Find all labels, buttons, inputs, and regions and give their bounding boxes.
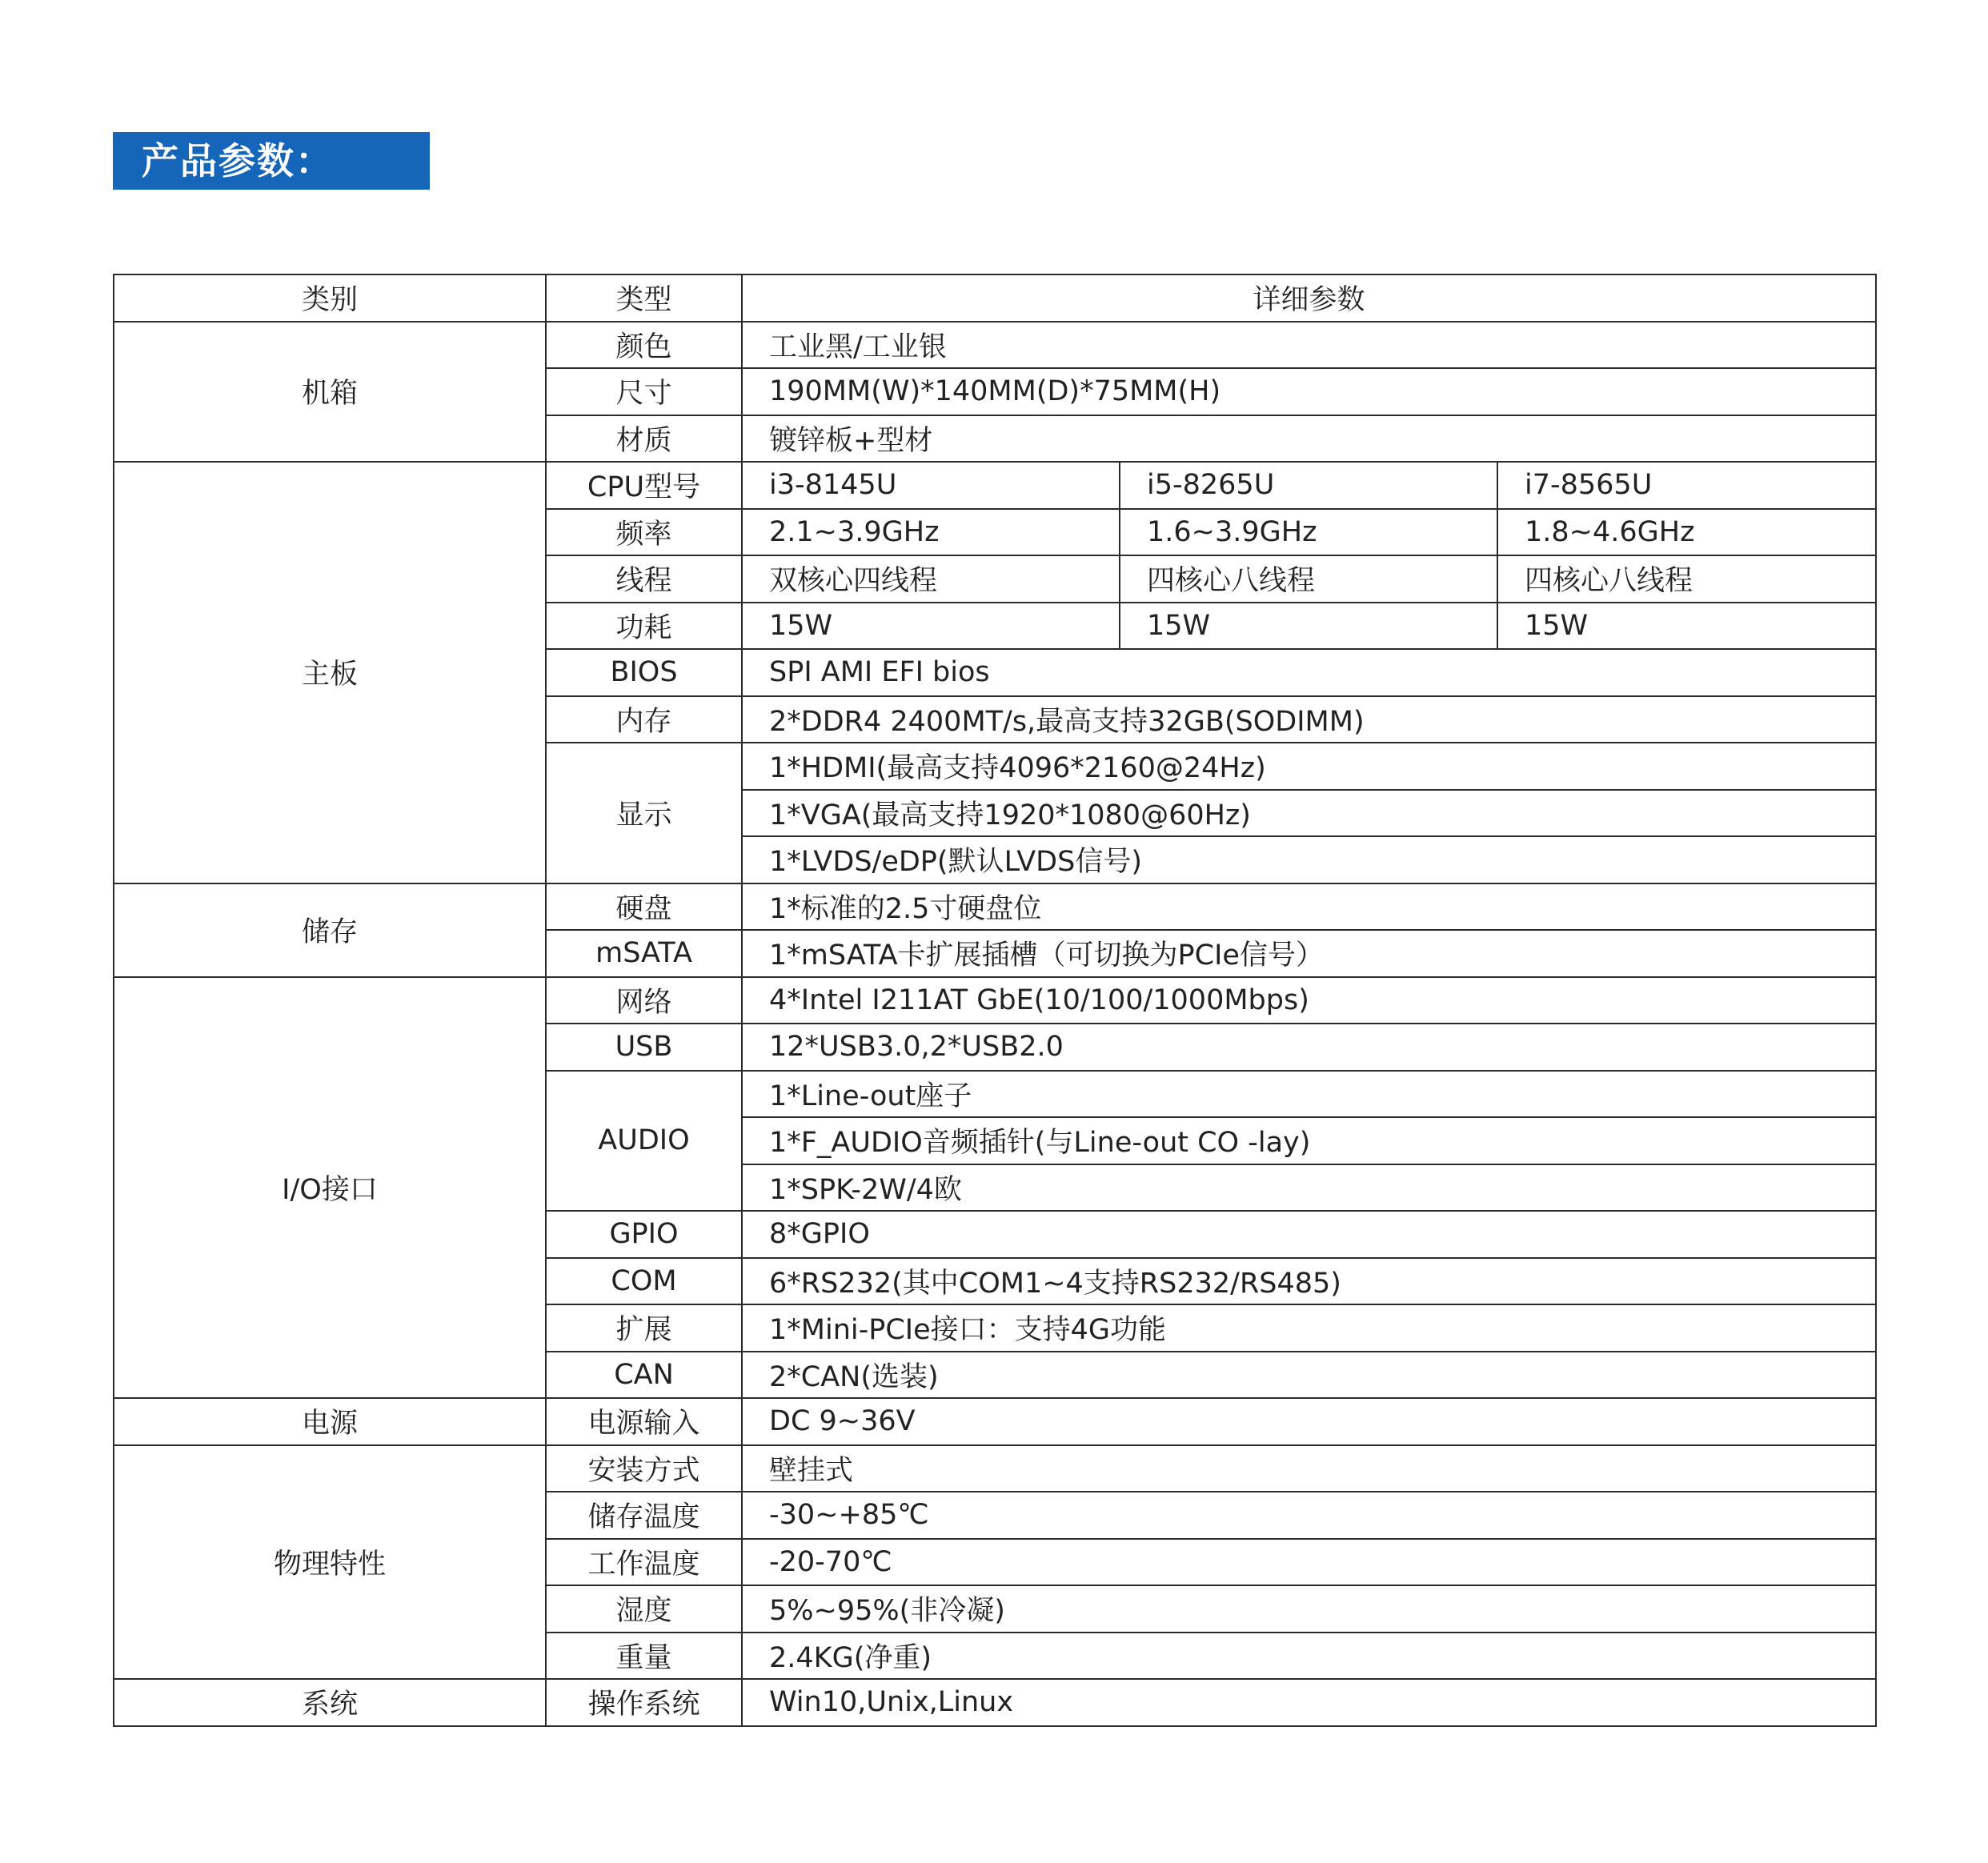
detail-value: 5%~95%(非冷凝) <box>742 1585 1876 1633</box>
type-label: 显示 <box>546 743 742 883</box>
detail-value: i7-8565U <box>1497 462 1876 509</box>
detail-value: 1*LVDS/eDP(默认LVDS信号) <box>742 836 1876 883</box>
detail-value: 1*F_AUDIO音频插针(与Line-out CO -lay) <box>742 1117 1876 1164</box>
type-label: 工作温度 <box>546 1539 742 1586</box>
detail-value: 8*GPIO <box>742 1211 1876 1258</box>
type-label: USB <box>546 1024 742 1071</box>
type-label: 电源输入 <box>546 1398 742 1445</box>
table-row <box>114 883 1876 931</box>
table-row <box>114 977 1876 1024</box>
category-system: 系统 <box>114 1679 546 1726</box>
category-io: I/O接口 <box>114 977 546 1399</box>
detail-value: 1*Line-out座子 <box>742 1071 1876 1118</box>
table-row <box>114 1679 1876 1726</box>
detail-value: Win10,Unix,Linux <box>742 1679 1876 1726</box>
type-label: 线程 <box>546 555 742 603</box>
detail-value: DC 9~36V <box>742 1398 1876 1445</box>
detail-value: 15W <box>1120 603 1497 650</box>
detail-value: 四核心八线程 <box>1497 555 1876 603</box>
type-label: 安装方式 <box>546 1445 742 1492</box>
detail-value: 1*Mini-PCIe接口：支持4G功能 <box>742 1304 1876 1352</box>
detail-value: 壁挂式 <box>742 1445 1876 1492</box>
detail-value: 4*Intel I211AT GbE(10/100/1000Mbps) <box>742 977 1876 1024</box>
header-type: 类型 <box>546 274 742 322</box>
header-detail: 详细参数 <box>742 274 1876 322</box>
detail-value: 15W <box>1497 603 1876 650</box>
detail-value: 镀锌板+型材 <box>742 415 1876 463</box>
type-label: 频率 <box>546 509 742 556</box>
type-label: 操作系统 <box>546 1679 742 1726</box>
detail-value: 2.4KG(净重) <box>742 1633 1876 1680</box>
detail-value: SPI AMI EFI bios <box>742 649 1876 696</box>
detail-value: 1*VGA(最高支持1920*1080@60Hz) <box>742 790 1876 837</box>
table-header-row <box>114 274 1876 322</box>
type-label: 功耗 <box>546 603 742 650</box>
detail-value: i3-8145U <box>742 462 1120 509</box>
type-label: 尺寸 <box>546 368 742 415</box>
spec-table <box>113 274 1877 1727</box>
type-label: 储存温度 <box>546 1492 742 1539</box>
detail-value: 2*CAN(选装) <box>742 1352 1876 1399</box>
type-label: GPIO <box>546 1211 742 1258</box>
type-label: 硬盘 <box>546 883 742 931</box>
type-label: 湿度 <box>546 1585 742 1633</box>
category-physical: 物理特性 <box>114 1445 546 1680</box>
detail-value: 1.6~3.9GHz <box>1120 509 1497 556</box>
type-label: 颜色 <box>546 322 742 369</box>
detail-value: 四核心八线程 <box>1120 555 1497 603</box>
detail-value: -30~+85℃ <box>742 1492 1876 1539</box>
detail-value: 1*mSATA卡扩展插槽（可切换为PCIe信号） <box>742 930 1876 977</box>
detail-value: 2.1~3.9GHz <box>742 509 1120 556</box>
detail-value: -20-70℃ <box>742 1539 1876 1586</box>
detail-value: 1*HDMI(最高支持4096*2160@24Hz) <box>742 743 1876 790</box>
detail-value: 2*DDR4 2400MT/s,最高支持32GB(SODIMM) <box>742 696 1876 743</box>
type-label: 内存 <box>546 696 742 743</box>
type-label: BIOS <box>546 649 742 696</box>
type-label: 扩展 <box>546 1304 742 1352</box>
detail-value: 1*SPK-2W/4欧 <box>742 1164 1876 1212</box>
type-label: CAN <box>546 1352 742 1399</box>
type-label: 重量 <box>546 1633 742 1680</box>
table-row <box>114 462 1876 509</box>
type-label: 材质 <box>546 415 742 463</box>
type-label: 网络 <box>546 977 742 1024</box>
detail-value: 15W <box>742 603 1120 650</box>
table-row <box>114 322 1876 369</box>
detail-value: i5-8265U <box>1120 462 1497 509</box>
category-motherboard: 主板 <box>114 462 546 883</box>
detail-value: 190MM(W)*140MM(D)*75MM(H) <box>742 368 1876 415</box>
detail-value: 12*USB3.0,2*USB2.0 <box>742 1024 1876 1071</box>
type-label: mSATA <box>546 930 742 977</box>
section-heading: 产品参数： <box>113 132 430 190</box>
detail-value: 1*标准的2.5寸硬盘位 <box>742 883 1876 931</box>
header-category: 类别 <box>114 274 546 322</box>
type-label: AUDIO <box>546 1071 742 1212</box>
detail-value: 双核心四线程 <box>742 555 1120 603</box>
table-row <box>114 1445 1876 1492</box>
table-row <box>114 1398 1876 1445</box>
category-storage: 储存 <box>114 883 546 977</box>
category-chassis: 机箱 <box>114 322 546 463</box>
category-power: 电源 <box>114 1398 546 1445</box>
detail-value: 工业黑/工业银 <box>742 322 1876 369</box>
detail-value: 1.8~4.6GHz <box>1497 509 1876 556</box>
detail-value: 6*RS232(其中COM1~4支持RS232/RS485) <box>742 1258 1876 1305</box>
type-label: CPU型号 <box>546 462 742 509</box>
type-label: COM <box>546 1258 742 1305</box>
